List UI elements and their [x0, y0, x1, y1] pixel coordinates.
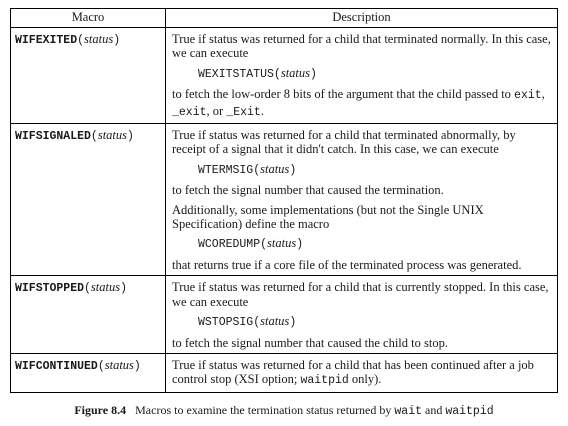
paragraph-text: to fetch the signal number that caused the child to stop. [172, 335, 448, 350]
status-arg: status [84, 32, 114, 46]
caption-fn-waitpid: waitpid [445, 405, 494, 418]
table-row [11, 276, 558, 354]
description-paragraph [172, 203, 551, 232]
paren-close: ) [310, 67, 317, 81]
paren-open: ( [273, 67, 281, 81]
paren-close: ) [120, 282, 128, 296]
description-paragraph [172, 183, 551, 197]
macro-name: WIFCONTINUED [15, 359, 98, 373]
macro-table [10, 8, 558, 393]
description-paragraph [172, 280, 551, 309]
text-fragment: . [260, 103, 264, 118]
text-fragment: , [541, 87, 545, 102]
paragraph-text: True if status was returned for a child that terminated abnormally, by receipt of a signal that it didn't catch. In this case, we can execute [172, 128, 516, 157]
paren-close: ) [113, 34, 121, 47]
paragraph-text: to fetch the low-order 8 bits of the argument that the child passed to [172, 87, 511, 102]
code-line [172, 236, 551, 252]
caption-text: Macros to examine the termination status returned by [135, 403, 392, 417]
paren-close: ) [289, 163, 297, 177]
caption-and: and [425, 403, 443, 417]
description-cell [166, 276, 558, 354]
macro-name: WIFEXITED [15, 34, 78, 47]
macro-cell [11, 124, 166, 276]
paren-close: ) [127, 130, 134, 144]
description-cell [166, 28, 558, 124]
code-line [172, 66, 551, 82]
description-paragraph [172, 258, 551, 272]
macro-table-wrapper [10, 8, 557, 393]
paren-open: ( [260, 238, 268, 252]
paren-open: ( [84, 282, 91, 296]
paragraph-text: True if status was returned for a child that has been continued after a job control stop (XSI option; [172, 357, 534, 387]
code-macro: WSTOPSIG [198, 316, 254, 330]
status-arg: status [90, 280, 121, 295]
status-arg: status [280, 65, 311, 80]
function-name: waitpid [300, 374, 349, 388]
function-name: exit [514, 89, 542, 103]
status-arg: status [260, 161, 290, 176]
paragraph-text: Additionally, some implementations (but not the Single UNIX Specification) define the macro [172, 202, 484, 232]
text-fragment: , or [206, 103, 227, 118]
macro-cell [11, 28, 166, 124]
code-macro: WEXITSTATUS [198, 67, 274, 81]
paren-close: ) [133, 359, 141, 373]
description-paragraph [172, 87, 551, 120]
code-line [172, 314, 551, 330]
table-row [11, 353, 558, 392]
status-arg: status [97, 128, 128, 143]
code-macro: WTERMSIG [198, 163, 254, 177]
description-paragraph [172, 336, 551, 350]
paren-open: ( [97, 359, 105, 373]
code-line [172, 162, 551, 178]
paren-open: ( [253, 163, 261, 177]
status-arg: status [267, 236, 297, 251]
paragraph-text: True if status was returned for a child that is currently stopped. In this case, we can execute [172, 280, 549, 309]
function-name: _exit [172, 105, 207, 119]
code-macro: WCOREDUMP [198, 238, 261, 252]
paren-close: ) [296, 238, 304, 252]
function-name: _Exit [226, 105, 261, 119]
paren-open: ( [77, 34, 85, 47]
macro-cell [11, 276, 166, 354]
status-arg: status [104, 357, 134, 372]
description-cell [166, 353, 558, 392]
table-row [11, 28, 558, 124]
macro-cell [11, 353, 166, 392]
status-arg: status [260, 314, 290, 329]
description-paragraph [172, 128, 551, 157]
figure-label: Figure 8.4 [74, 403, 127, 417]
table-row [11, 124, 558, 276]
table-body [11, 28, 558, 393]
paragraph-text: that returns true if a core file of the terminated process was generated. [172, 257, 522, 272]
paren-open: ( [90, 130, 98, 144]
description-cell [166, 124, 558, 276]
figure-caption [0, 403, 568, 419]
header-macro: Macro [11, 9, 166, 28]
macro-name: WIFSTOPPED [15, 282, 85, 296]
text-fragment: only). [348, 372, 382, 387]
macro-name: WIFSIGNALED [15, 130, 91, 144]
header-description: Description [166, 9, 558, 28]
paragraph-text: to fetch the signal number that caused the termination. [172, 183, 444, 198]
paren-close: ) [289, 316, 297, 330]
paren-open: ( [253, 316, 261, 330]
description-paragraph [172, 32, 551, 61]
paragraph-text: True if status was returned for a child that terminated normally. In this case, we can execute [172, 32, 551, 61]
description-paragraph [172, 358, 551, 389]
caption-fn-wait: wait [394, 405, 422, 418]
table-header-row [11, 9, 558, 28]
